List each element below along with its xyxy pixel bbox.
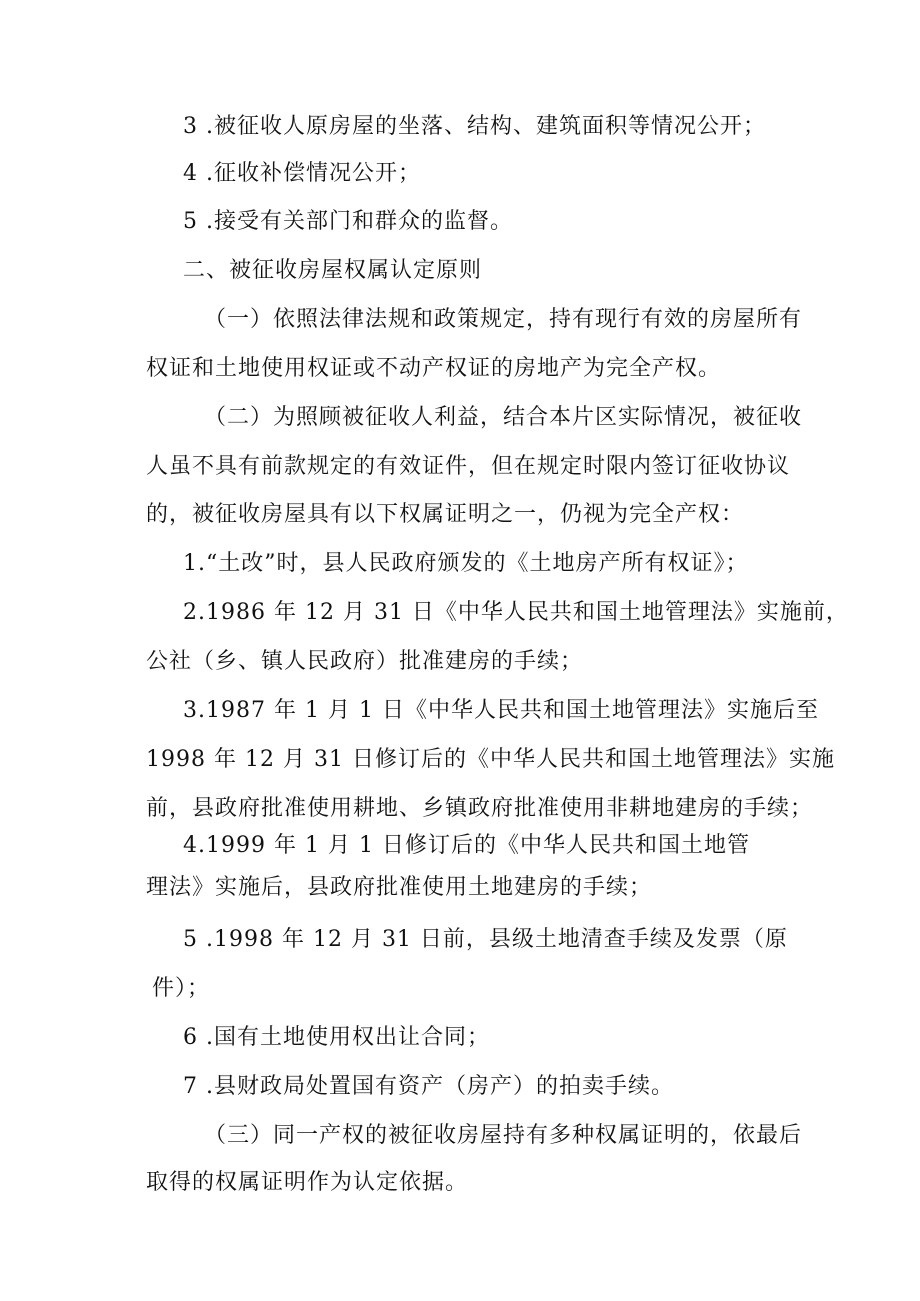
text-line-15: 前，县政府批准使用耕地、乡镇政府批准使用非耕地建房的手续； xyxy=(146,796,814,821)
text-line-19: 件）； xyxy=(152,976,211,1001)
text-line-13: 3.1987 年 1 月 1 日《中华人民共和国土地管理法》实施后至 xyxy=(183,698,819,723)
text-line-16: 4.1999 年 1 月 1 日修订后的《中华人民共和国土地管 xyxy=(183,833,750,858)
text-line-21: 7 .县财政局处置国有资产（房产）的拍卖手续。 xyxy=(183,1074,674,1099)
text-line-7: （二）为照顾被征收人利益，结合本片区实际情况，被征收 xyxy=(204,405,803,430)
section-heading: 二、被征收房屋权属认定原则 xyxy=(183,258,483,283)
text-line-18: 5 .1998 年 12 月 31 日前，县级土地清查手续及发票（原 xyxy=(183,927,788,952)
text-line-10: 1.“土改”时，县人民政府颁发的《土地房产所有权证》； xyxy=(183,551,749,576)
text-line-17: 理法》实施后，县政府批准使用土地建房的手续； xyxy=(146,875,653,900)
text-line-5: （一）依照法律法规和政策规定，持有现行有效的房屋所有 xyxy=(204,307,803,332)
text-line-22: （三）同一产权的被征收房屋持有多种权属证明的，依最后 xyxy=(204,1123,803,1148)
text-line-2: 4 .征收补偿情况公开； xyxy=(183,161,421,186)
text-line-14: 1998 年 12 月 31 日修订后的《中华人民共和国土地管理法》实施 xyxy=(146,747,835,772)
text-line-9: 的，被征收房屋具有以下权属证明之一，仍视为完全产权： xyxy=(146,502,745,527)
text-line-3: 5 .接受有关部门和群众的监督。 xyxy=(183,209,513,234)
text-line-1: 3 .被征收人原房屋的坐落、结构、建筑面积等情况公开； xyxy=(183,114,766,139)
text-line-20: 6 .国有土地使用权出让合同； xyxy=(183,1025,490,1050)
text-line-8: 人虽不具有前款规定的有效证件，但在规定时限内签订征收协议 xyxy=(146,454,791,479)
text-line-23: 取得的权属证明作为认定依据。 xyxy=(146,1170,469,1195)
text-line-11: 2.1986 年 12 月 31 日《中华人民共和国土地管理法》实施前， xyxy=(183,600,849,625)
text-line-6: 权证和土地使用权证或不动产权证的房地产为完全产权。 xyxy=(146,356,722,381)
text-line-12: 公社（乡、镇人民政府）批准建房的手续； xyxy=(146,649,584,674)
